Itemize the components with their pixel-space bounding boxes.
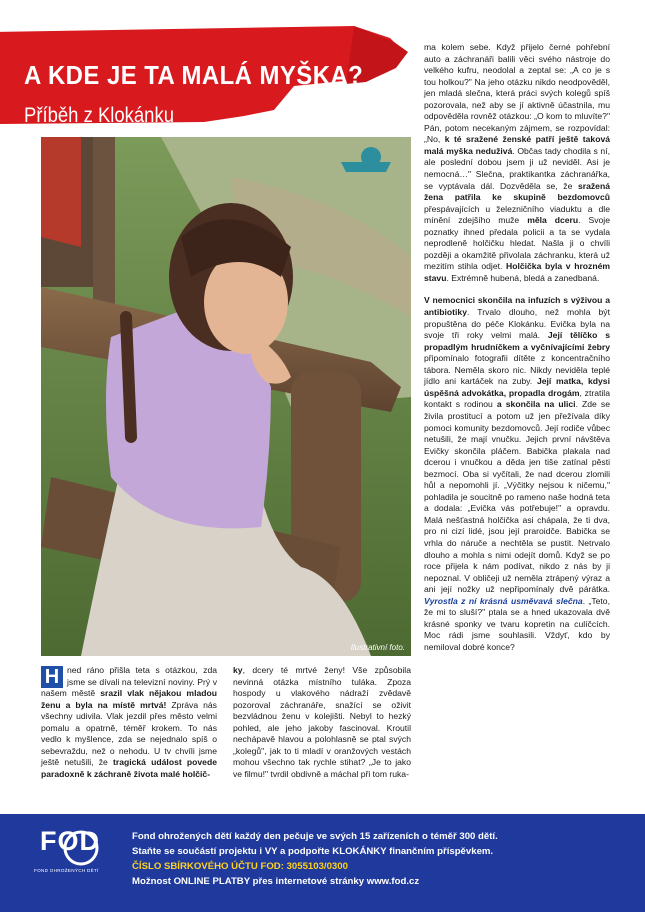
bold-text-run: Holčička byla v hrozném stavu [424,261,610,283]
text-run: . Extrémně hubená, bledá a zanedbaná. [446,272,600,283]
bold-text-run: tragická událost povede paradoxně k záchraně života malé holčič- [41,757,217,779]
paragraph [41,665,217,780]
title-banner [0,24,414,128]
bold-text-run: a skončila na ulici [496,399,576,410]
photo-caption: Ilustrativní foto. [350,643,405,652]
bold-text-run: Její matka, kdysi úspěšná advokátka, propadla drogám [424,376,610,398]
text-run: . Svoje poznatky ihned předala policii a ta se vydala neprodleně holčičku hledat. Našla ji o chvíli později a okamžitě přivolala záchranku, která už mezitím stihla odjet. [424,215,610,272]
article-column-left [41,665,217,780]
text-run: . „Teto, že mi to sluší?" ptala se a hned ukazovala dvě krásné sponky ve tvaru kopretin na culíčcích. Moc rádi jsme souhlasili. Vždyť, kdo by nemiloval dobré konce? [424,595,610,652]
bold-text-run: Její tělíčko s propadlým hrudníčkem a vyčnívajícími žebry [424,330,610,352]
highlight-text-run: Vyrostla z ní krásná usměvavá slečna [424,595,583,606]
text-run: , ztratila kontakt s rodinou [424,387,610,410]
footer-line-2: Staňte se součástí projektu i VY a podpořte KLOKÁNKY finančním příspěvkem. [132,846,494,857]
page-title: A KDE JE TA MALÁ MYŠKA? [24,60,364,90]
text-run: přespávajících u železničního viaduktu a dle mínění zdejšího muže [424,203,610,226]
logo-subtitle: FOND OHROŽENÝCH DĚTÍ [34,868,99,873]
paragraph [424,295,610,653]
text-run: , dcery té mrtvé ženy! Vše způsobila nevinná otázka místního tuláka. Zpoza hospody u vlakového nádraží zvědavě pozoroval záchranáře, snažící se oživit bezvládnou ženu v kolejišti. Nebyl to hezký pohled, ale jeho jakoby fascinoval. Kroutil nechápavě hlavou a polohlasně se ptal svých „kolegů", jak to ti mladí v oranžových vestách mohou všechno tak rychle stihat? „Je to jako ve filmu!" tvrdil obdivně a máchal při tom ruka- [233,665,411,779]
bold-text-run: ky [233,665,243,675]
girl-on-bench-illustration [41,137,411,656]
text-run: ma kolem sebe. Když přijelo černé pohřební auto a záchranáři balili věci svého nástroje do velkého kufru, neodolal a zeptal se: „A co je s tou holkou?" Na jeho otázku nikdo neodpověděl, jen mladá slečna, která práci svých kolegů spíš pozorovala, než aby se jí aktivně účastnila, mu odpověděla rovněž otázkou: „O kom to mluvíte?" Pán, potom necekaným zájmem, se rozpovídal: „No, [424,42,610,145]
footer-line-1: Fond ohrožených dětí každý den pečuje ve svých 15 zařízeních o téměř 300 dětí. [132,831,498,842]
page-subtitle: Příběh z Klokánku [24,104,174,127]
bold-text-run: V nemocnici skončila na infuzích s výživou a antibiotiky [424,295,610,318]
text-run: Zpráva nás všechny udivila. Vlak jezdil přes město velmi pomalu a opatrně, téměř krokem. To nás vedlo k myšlence, zda se nejednalo spíš o sebevraždu, než o nehodu. U tv chvíli jsme ještě netušili, že [41,699,217,768]
footer-online-payment-line: Možnost ONLINE PLATBY přes internetové stránky www.fod.cz [132,876,420,887]
article-photo [41,137,411,656]
footer-account-line: ČÍSLO SBÍRKOVÉHO ÚČTU FOD: 3055103/0300 [132,861,348,872]
logo-text: FOD [40,826,100,856]
bold-text-run: sražená žena patřila ke skupině bezdomovců [424,180,610,203]
text-run: . Trvalo dlouho, než mohla být propuštěna do péče Klokánku. Evička byla na svoje tři roky velmi malá. [424,307,610,341]
paragraph [424,42,610,284]
article-column-right [424,42,610,653]
text-run: připomínalo fotografii dítěte z koncentračního tábora. Neměla skoro nic. Nikdy neviděla teplé jídlo ani kartáček na zuby. [424,353,610,387]
text-run: . Občas tady chodila s ní, ale poslední dobou jsem ji už neviděl. Asi je nemocná…" Slečna, praktikantka záchranářka, se vyptávala dál. Dozvěděla se, že [424,145,610,191]
paragraph [233,665,411,780]
article-column-middle [233,665,411,780]
footer-text [132,829,498,889]
text-run: . Zde se živila prostitucí a potom už jen přežívala díky pomoci komunity bezdomovců. Její rodiče vůbec netušili, že mají vnučku. Jejich první návštěva Evičky skončila pláčem. Babička plakala nad dcerou i vnučkou a děda jen tiše zatínal pěsti bezmocí. Oba si vyčítali, že nad dcerou zlomili hůl a nepomohli jí. „Výčitky nejsou k ničemu," pohladila je soucitně po rameno naše hodná teta a dodala: „Evička vás potřebuje!" a opravdu. Malá nešťastná holčička asi chápala, že ti dva, pro ni cizí lidé, jsou její praroidče. Babička se vrhla do náruče a nechtěla se pustit. Netrvalo dlouho a mohla s nimi odejít domů. Když se po roce přijela k nám podívat, nikdo z nás by ji nepoznal. V obličeji už neměla ztrápený výraz a ani její nožky už nepřipomínaly dvě párátka. [424,399,610,595]
bold-text-run: k té sražené ženské patří ještě taková malá myška neduživá [424,134,611,156]
bold-text-run: měla dceru [527,215,579,226]
text-run: ned ráno přišla teta s otázkou, zda jsme se dívali na televizní noviny. Prý v našem městě [41,665,217,699]
drop-cap: H [41,666,63,688]
bold-text-run: srazil vlak nějakou mladou ženu a byla na místě mrtvá! [41,688,217,710]
